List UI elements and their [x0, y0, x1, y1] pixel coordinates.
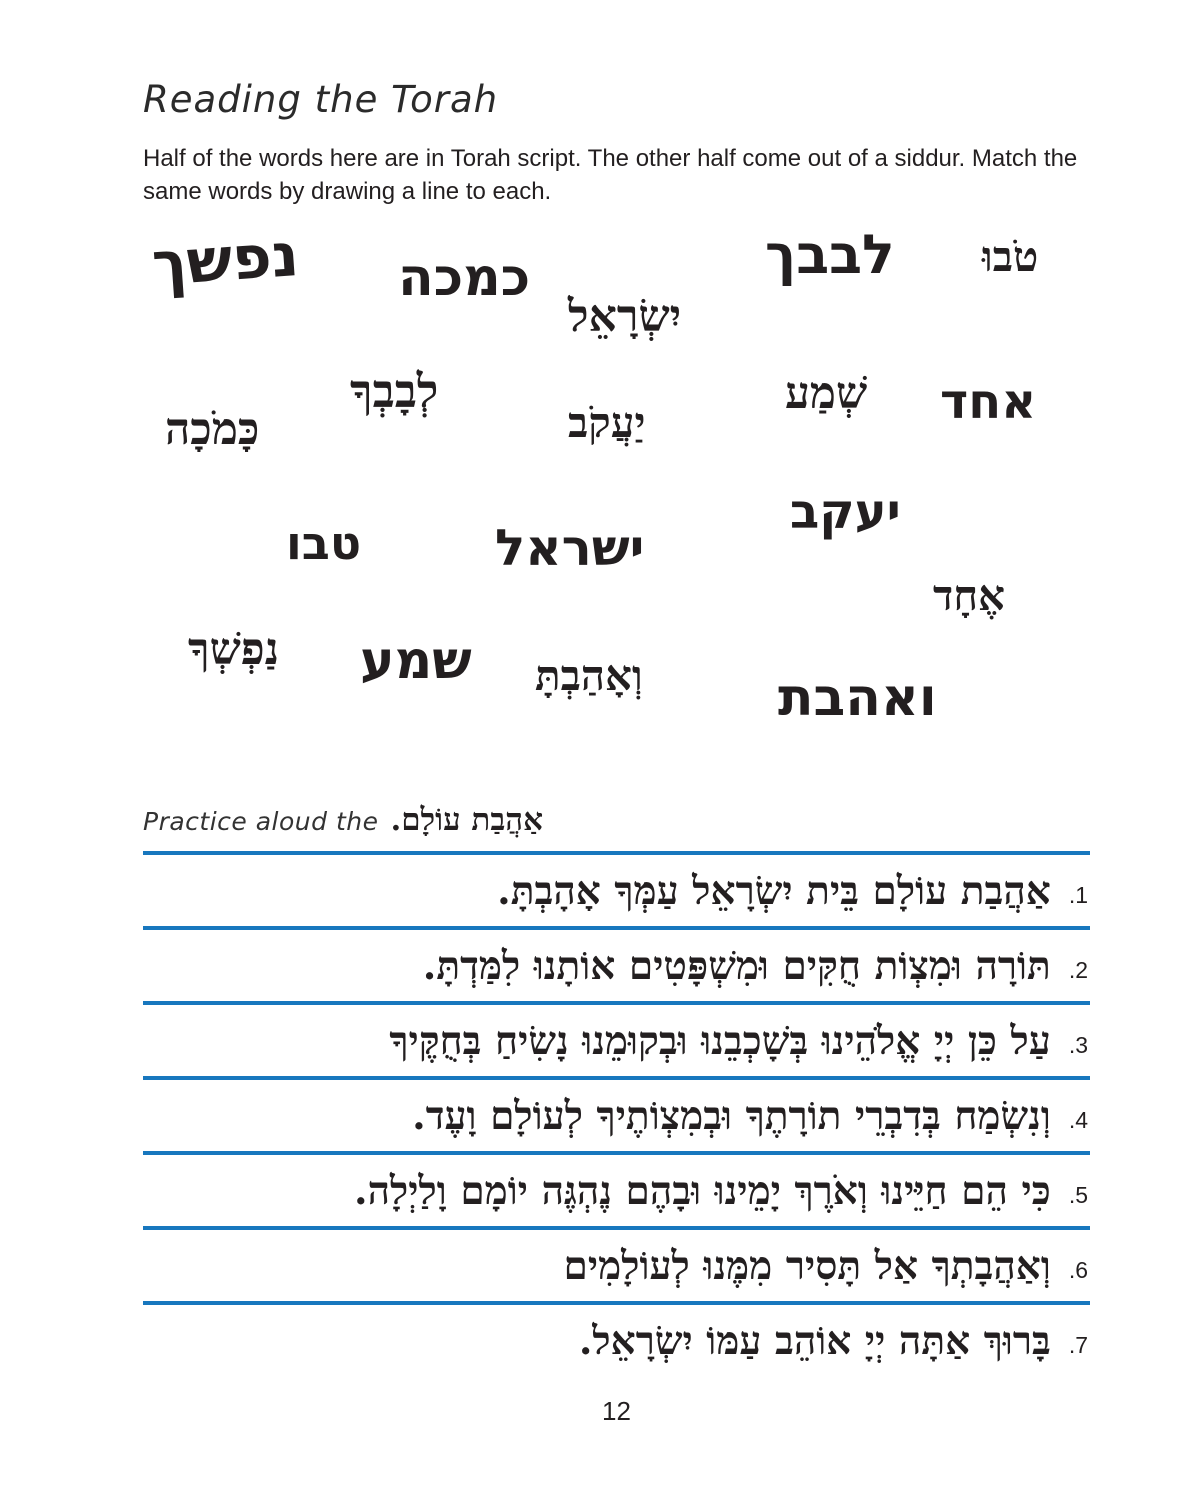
sentence-row-5: [143, 1151, 1090, 1226]
match-word-shema-siddur[interactable]: שְׁמַע: [785, 368, 868, 419]
sentence-row-1: [143, 851, 1090, 926]
match-word-levavcha-siddur[interactable]: לְבָבְךָ: [350, 364, 439, 418]
match-word-yisrael-torah[interactable]: ישראל: [495, 519, 645, 577]
match-word-echad-torah[interactable]: אחד: [940, 374, 1037, 430]
match-word-veahavta-siddur[interactable]: וְאָהַבְתָּ: [535, 651, 643, 700]
sentence-row-2: [143, 926, 1090, 1001]
match-word-veahavta-torah[interactable]: ואהבת: [778, 668, 937, 728]
practice-prefix-text: Practice aloud the: [143, 807, 379, 836]
sentence-number: 4.: [1068, 1107, 1088, 1133]
practice-hebrew-text: אַהֲבַת עוֹלָם: [401, 802, 543, 838]
sentence-row-3: [143, 1001, 1090, 1076]
sentence-list: [143, 851, 1090, 1376]
sentence-number: 6.: [1068, 1257, 1088, 1283]
sentence-text: בָּרוּךְ אַתָּה יְיָ אוֹהֵב עַמּוֹ יִשְׂרָאֵל.: [578, 1317, 1051, 1364]
sentence-number: 7.: [1068, 1332, 1088, 1358]
sentence-text: תּוֹרָה וּמִצְוֹת חֻקִּים וּמִשְׁפָּטִים אוֹתָנוּ לִמַּדְתָּ.: [422, 942, 1051, 989]
sentence-number: 3.: [1068, 1032, 1088, 1058]
match-word-tovu-siddur[interactable]: טֹבוּ: [982, 232, 1039, 281]
instructions-text: Half of the words here are in Torah script. The other half come out of a siddur. Match the same words by drawing a line to each.: [143, 145, 1078, 206]
sentence-text: עַל כֵּן יְיָ אֱלֹהֵינוּ בְּשָׁכְבֵנוּ וּבְקוּמֵנוּ נָשִׂיחַ בְּחֻקֶּיךָ: [389, 1017, 1051, 1064]
sentence-row-6: [143, 1226, 1090, 1301]
match-word-nafshecha-siddur[interactable]: נַפְשְׁךָ: [188, 624, 280, 675]
practice-instruction: [143, 802, 543, 838]
sentence-row-4: [143, 1076, 1090, 1151]
match-word-echad-siddur[interactable]: אֶחָד: [933, 571, 1006, 620]
match-word-yaakov-torah[interactable]: יעקב: [790, 484, 901, 540]
sentence-text: כִּי הֵם חַיֵּינוּ וְאֹרֶךְ יָמֵינוּ וּבָהֶם נֶהְגֶּה יוֹמָם וָלַיְלָה.: [354, 1167, 1051, 1214]
sentence-text: וְנִשְׂמַח בְּדִבְרֵי תוֹרָתֶךָ וּבְמִצְוֹתֶיךָ לְעוֹלָם וָעֶד.: [412, 1092, 1051, 1139]
practice-period: .: [390, 802, 402, 838]
match-word-kamocha-siddur[interactable]: כָּמֹכָה: [165, 404, 260, 455]
match-word-nafshecha-torah[interactable]: נפשך: [149, 219, 302, 301]
match-word-shema-torah[interactable]: שמע: [360, 631, 472, 691]
page-number: 12: [602, 1396, 631, 1426]
sentence-text: וְאַהֲבָתְךָ אַל תָּסִיר מִמֶּנוּ לְעוֹלָמִים: [563, 1242, 1051, 1289]
sentence-number: 5.: [1068, 1182, 1088, 1208]
sentence-number: 2.: [1068, 957, 1088, 983]
sentence-row-7: [143, 1301, 1090, 1376]
practice-hebrew-phrase: [391, 802, 544, 838]
match-word-kamocha-torah[interactable]: כמכה: [398, 248, 531, 308]
match-word-levavcha-torah[interactable]: לבבך: [765, 223, 895, 286]
sentence-text: אַהֲבַת עוֹלָם בֵּית יִשְׂרָאֵל עַמְּךָ אָהָבְתָּ.: [497, 867, 1051, 914]
match-word-yisrael-siddur[interactable]: יִשְׂרָאֵל: [568, 291, 682, 342]
match-word-tovu-torah[interactable]: טבו: [286, 516, 362, 570]
sentence-number: 1.: [1068, 882, 1088, 908]
match-word-yaakov-siddur[interactable]: יַעֲקֹב: [568, 398, 646, 447]
page-title: Reading the Torah: [143, 78, 499, 121]
